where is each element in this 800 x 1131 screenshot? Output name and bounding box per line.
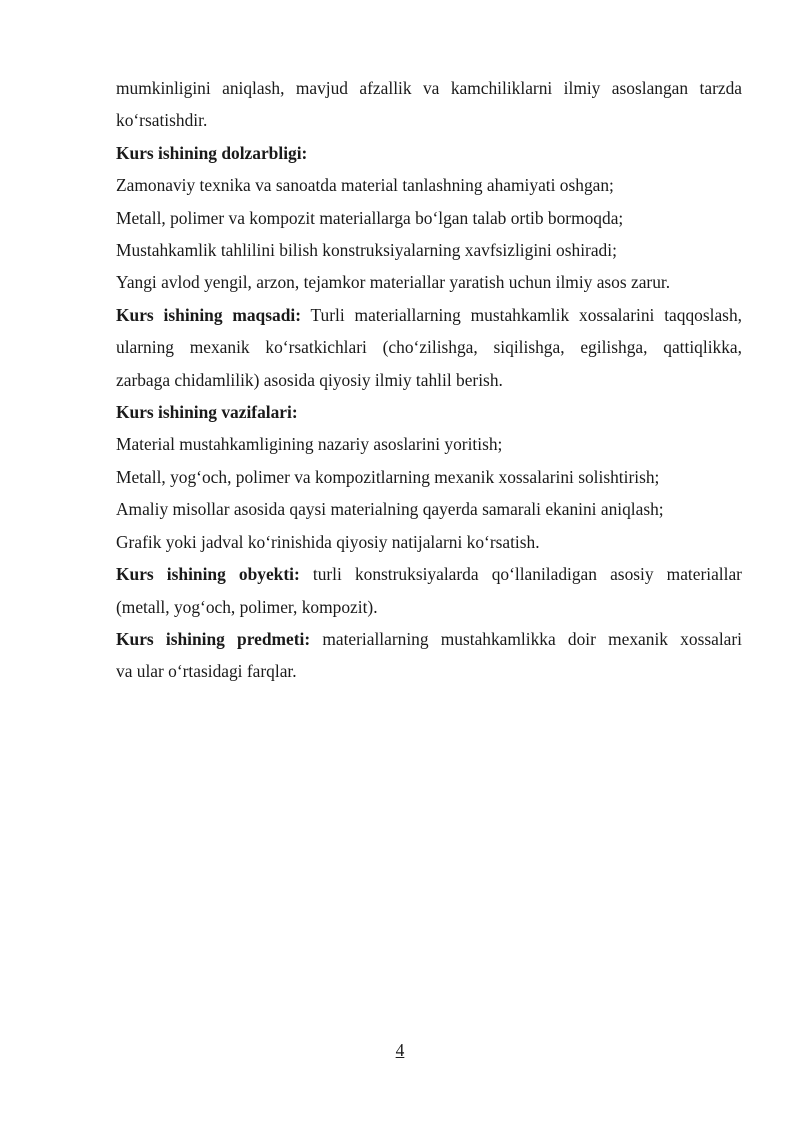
vazifalar-item-2: Metall, yog‘och, polimer va kompozitlarning mexanik xossalarini solishtirish; <box>116 466 660 487</box>
predmet-line-1-text: materiallarning mustahkamlikka doir mexanik xossalari <box>310 628 742 649</box>
vazifalar-heading: Kurs ishining vazifalari: <box>116 402 298 423</box>
dolzarblik-item-3: Mustahkamlik tahlilini bilish konstruksiyalarning xavfsizligini oshiradi; <box>116 240 617 261</box>
page-number: 4 <box>395 1040 405 1060</box>
maqsad-line-1-text: Turli materiallarning mustahkamlik xossalarini taqqoslash, <box>300 304 742 325</box>
maqsad-line-1 <box>116 299 742 331</box>
obyekt-line-2: (metall, yog‘och, polimer, kompozit). <box>116 596 378 617</box>
dolzarblik-item-1: Zamonaviy texnika va sanoatda material tanlashning ahamiyati oshgan; <box>116 175 614 196</box>
dolzarblik-item-2: Metall, polimer va kompozit materiallarga bo‘lgan talab ortib bormoqda; <box>116 207 624 228</box>
obyekt-line-1-text: turli konstruksiyalarda qo‘llaniladigan asosiy materiallar <box>299 564 742 585</box>
dolzarblik-item-4: Yangi avlod yengil, arzon, tejamkor materiallar yaratish uchun ilmiy asos zarur. <box>116 272 671 293</box>
predmet-heading: Kurs ishining predmeti: <box>116 628 311 649</box>
obyekt-heading: Kurs ishining obyekti: <box>116 564 300 585</box>
intro-line-2: ko‘rsatishdir. <box>116 110 208 131</box>
predmet-line-1 <box>116 623 742 655</box>
dolzarblik-heading: Kurs ishining dolzarbligi: <box>116 142 308 163</box>
predmet-line-2: va ular o‘rtasidagi farqlar. <box>116 661 297 682</box>
document-page <box>116 72 742 688</box>
vazifalar-item-1: Material mustahkamligining nazariy asoslarini yoritish; <box>116 434 503 455</box>
vazifalar-item-3: Amaliy misollar asosida qaysi materialning qayerda samarali ekanini aniqlash; <box>116 499 664 520</box>
maqsad-line-3: zarbaga chidamlilik) asosida qiyosiy ilmiy tahlil berish. <box>116 369 503 390</box>
obyekt-line-1 <box>116 558 742 590</box>
intro-line-1: mumkinligini aniqlash, mavjud afzallik va kamchiliklarni ilmiy asoslangan tarzda <box>116 78 742 98</box>
maqsad-heading: Kurs ishining maqsadi: <box>116 304 301 325</box>
maqsad-line-2: ularning mexanik ko‘rsatkichlari (cho‘zilishga, siqilishga, egilishga, qattiqlikka, <box>116 337 742 358</box>
vazifalar-item-4: Grafik yoki jadval ko‘rinishida qiyosiy natijalarni ko‘rsatish. <box>116 531 540 552</box>
